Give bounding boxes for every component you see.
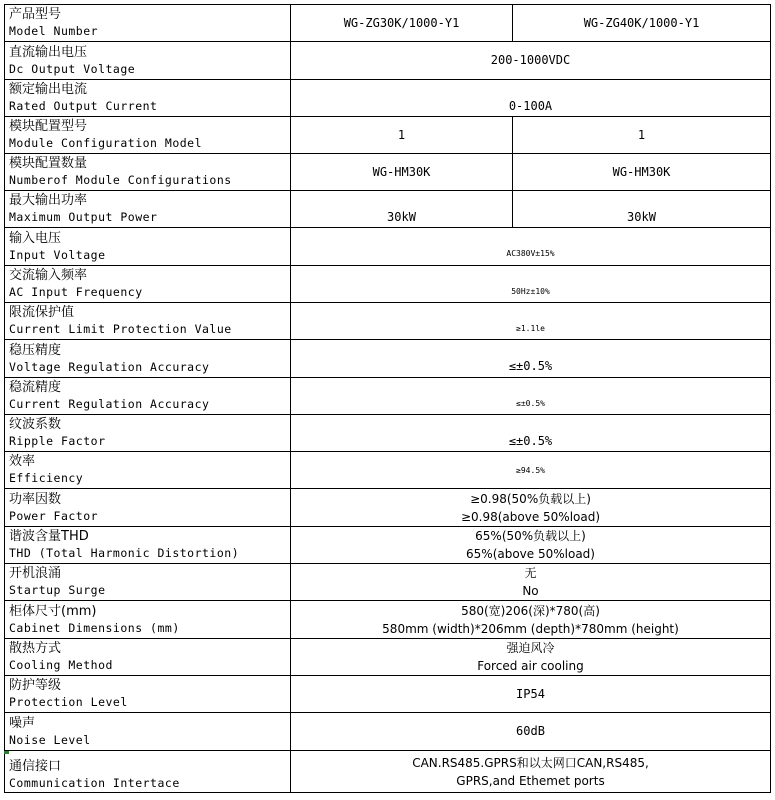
value-dc-output-voltage: 200-1000VDC xyxy=(291,42,771,80)
label-en: Startup Surge xyxy=(9,583,106,597)
row-ripple-factor xyxy=(5,415,771,452)
label-en: Maximum Output Power xyxy=(9,210,158,224)
row-efficiency xyxy=(5,452,771,489)
row-communication-interface xyxy=(5,751,771,793)
value-max-output-power-30k: 30kW xyxy=(291,191,513,228)
value-line-en: 65%(above 50%load) xyxy=(466,547,595,561)
label-zh: 最大输出功率 xyxy=(9,193,88,208)
label-zh: 额定输出电流 xyxy=(9,82,88,97)
label-cell xyxy=(5,117,291,154)
label-zh: 防护等级 xyxy=(9,678,62,693)
label-cell xyxy=(5,5,291,42)
row-startup-surge xyxy=(5,564,771,601)
label-zh: 限流保护值 xyxy=(9,305,75,320)
label-en: Module Configuration Model xyxy=(9,136,203,150)
label-en: Current Limit Protection Value xyxy=(9,322,232,336)
value-module-config-model-30k: 1 xyxy=(291,117,513,154)
label-en: Cooling Method xyxy=(9,658,113,672)
row-thd xyxy=(5,527,771,564)
label-en: Protection Level xyxy=(9,695,128,709)
label-zh: 输入电压 xyxy=(9,230,62,246)
label-en: Input Voltage xyxy=(9,247,106,262)
label-zh: 通信接口 xyxy=(9,758,62,774)
label-zh: 散热方式 xyxy=(9,641,62,656)
label-en: Voltage Regulation Accuracy xyxy=(9,359,210,374)
value-module-config-count-30k: WG-HM30K xyxy=(291,154,513,191)
label-cell xyxy=(5,489,291,527)
label-cell xyxy=(5,80,291,117)
value-cabinet-dimensions xyxy=(291,601,771,639)
cell-corner-marker xyxy=(4,751,9,754)
label-zh: 模块配置数量 xyxy=(9,156,88,171)
label-zh: 谐波含量THD xyxy=(9,529,89,544)
label-cell xyxy=(5,340,291,378)
value-model-40k: WG-ZG40K/1000-Y1 xyxy=(513,5,771,42)
row-model-number xyxy=(5,5,771,42)
label-zh: 产品型号 xyxy=(9,7,62,22)
value-line-zh: 65%(50%负载以上) xyxy=(475,529,586,543)
label-en: Efficiency xyxy=(9,471,84,485)
label-zh: 纹波系数 xyxy=(9,417,62,432)
label-en: Communication Intertace xyxy=(9,775,180,790)
label-en: Cabinet Dimensions (mm) xyxy=(9,620,180,635)
spec-table xyxy=(4,4,771,793)
label-en: Dc Output Voltage xyxy=(9,61,136,76)
label-en: AC Input Frequency xyxy=(9,285,143,299)
label-cell xyxy=(5,564,291,601)
row-current-regulation-accuracy xyxy=(5,378,771,415)
value-max-output-power-40k: 30kW xyxy=(513,191,771,228)
row-ac-input-frequency xyxy=(5,266,771,303)
label-cell xyxy=(5,713,291,751)
label-cell xyxy=(5,601,291,639)
label-zh: 交流输入频率 xyxy=(9,268,88,283)
value-efficiency: ≥94.5% xyxy=(291,452,771,489)
label-cell xyxy=(5,42,291,80)
label-cell xyxy=(5,751,291,793)
label-zh: 功率因数 xyxy=(9,491,62,507)
label-cell xyxy=(5,228,291,266)
value-startup-surge xyxy=(291,564,771,601)
row-cooling-method xyxy=(5,639,771,676)
value-voltage-regulation-accuracy: ≤±0.5% xyxy=(291,340,771,378)
row-voltage-regulation-accuracy xyxy=(5,340,771,378)
value-line-1: CAN.RS485.GPRS和以太网口CAN,RS485, xyxy=(412,755,649,770)
row-dc-output-voltage xyxy=(5,42,771,80)
value-line-zh: 无 xyxy=(524,566,537,580)
value-cooling-method xyxy=(291,639,771,676)
label-en: Numberof Module Configurations xyxy=(9,173,232,187)
row-current-limit-protection xyxy=(5,303,771,340)
label-cell xyxy=(5,303,291,340)
value-current-regulation-accuracy: ≤±0.5% xyxy=(291,378,771,415)
label-zh: 柜体尺寸(mm) xyxy=(9,603,97,619)
value-power-factor xyxy=(291,489,771,527)
value-module-config-count-40k: WG-HM30K xyxy=(513,154,771,191)
row-cabinet-dimensions xyxy=(5,601,771,639)
value-noise-level: 60dB xyxy=(291,713,771,751)
label-en: Rated Output Current xyxy=(9,99,158,113)
label-en: Power Factor xyxy=(9,508,99,523)
label-cell xyxy=(5,527,291,564)
row-rated-output-current xyxy=(5,80,771,117)
label-zh: 效率 xyxy=(9,454,36,469)
value-model-30k: WG-ZG30K/1000-Y1 xyxy=(291,5,513,42)
value-current-limit-protection: ≥1.1le xyxy=(291,303,771,340)
label-cell xyxy=(5,639,291,676)
row-module-config-count xyxy=(5,154,771,191)
label-cell xyxy=(5,452,291,489)
label-en: Ripple Factor xyxy=(9,434,106,448)
row-input-voltage xyxy=(5,228,771,266)
label-cell xyxy=(5,266,291,303)
value-ripple-factor: ≤±0.5% xyxy=(291,415,771,452)
value-line-en: ≥0.98(above 50%load) xyxy=(460,509,601,524)
row-max-output-power xyxy=(5,191,771,228)
label-cell xyxy=(5,415,291,452)
label-zh: 直流输出电压 xyxy=(9,44,88,60)
label-en: Model Number xyxy=(9,24,99,38)
value-line-zh: 580(宽)206(深)*780(高) xyxy=(461,603,600,618)
label-zh: 开机浪涌 xyxy=(9,566,62,581)
label-zh: 模块配置型号 xyxy=(9,119,88,134)
label-en: THD (Total Harmonic Distortion) xyxy=(9,546,240,560)
value-line-en: Forced air cooling xyxy=(477,659,584,673)
value-line-en: No xyxy=(522,584,539,598)
label-cell xyxy=(5,154,291,191)
label-cell xyxy=(5,378,291,415)
value-line-zh: 强迫风冷 xyxy=(506,641,555,655)
value-line-2: GPRS,and Ethemet ports xyxy=(456,773,605,788)
row-module-config-model xyxy=(5,117,771,154)
value-ac-input-frequency: 50Hz±10% xyxy=(291,266,771,303)
label-cell xyxy=(5,676,291,713)
value-line-en: 580mm (width)*206mm (depth)*780mm (height) xyxy=(382,621,679,636)
value-thd xyxy=(291,527,771,564)
label-cell xyxy=(5,191,291,228)
value-communication-interface xyxy=(291,751,771,793)
value-input-voltage: AC380V±15% xyxy=(291,228,771,266)
value-protection-level: IP54 xyxy=(291,676,771,713)
label-zh: 噪声 xyxy=(9,715,36,731)
value-module-config-model-40k: 1 xyxy=(513,117,771,154)
row-protection-level xyxy=(5,676,771,713)
row-noise-level xyxy=(5,713,771,751)
label-zh: 稳压精度 xyxy=(9,342,62,358)
label-en: Noise Level xyxy=(9,732,91,747)
value-line-zh: ≥0.98(50%负载以上) xyxy=(470,491,591,506)
label-zh: 稳流精度 xyxy=(9,380,62,395)
label-en: Current Regulation Accuracy xyxy=(9,397,210,411)
value-rated-output-current: 0-100A xyxy=(291,80,771,117)
row-power-factor xyxy=(5,489,771,527)
